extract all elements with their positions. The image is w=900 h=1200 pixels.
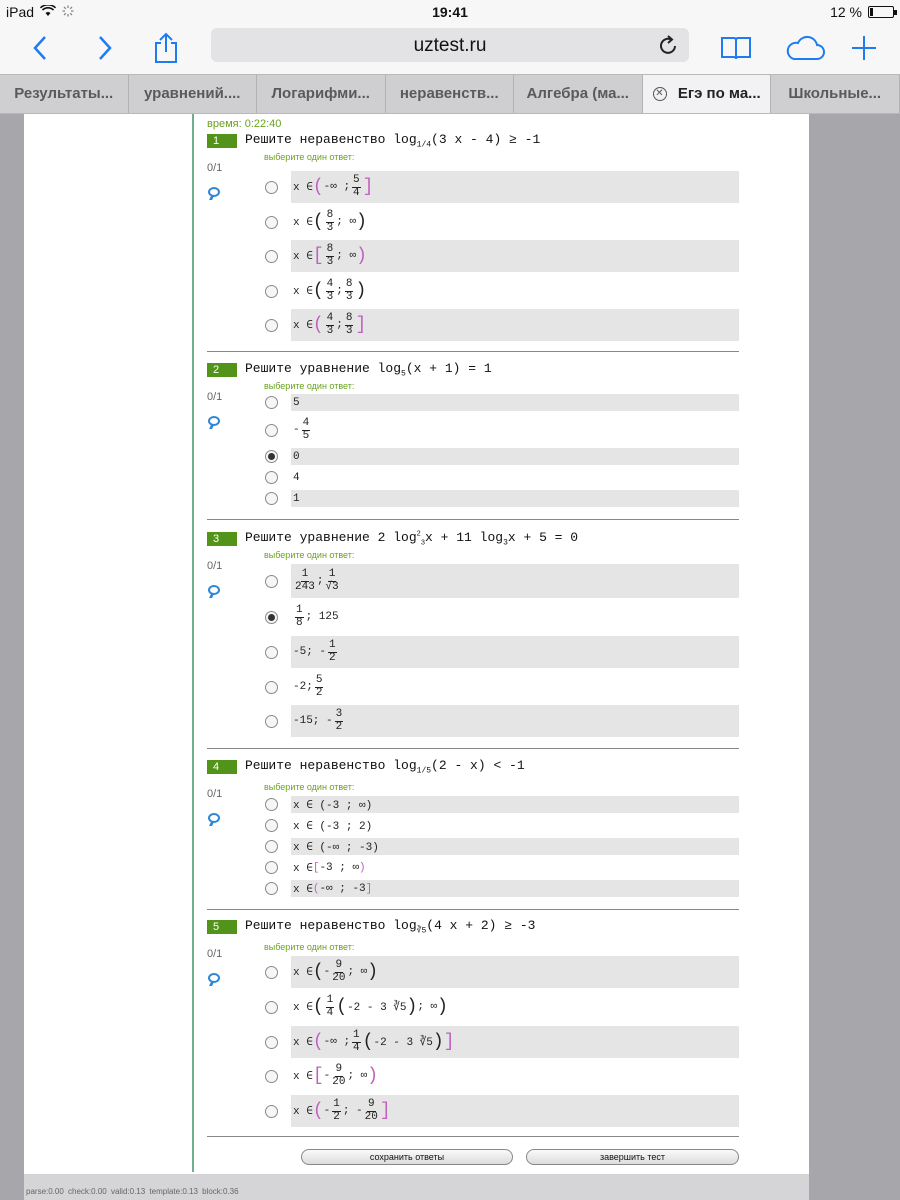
comment-icon[interactable]: [208, 973, 220, 983]
tab-label: Школьные...: [788, 85, 882, 102]
comment-icon[interactable]: [208, 187, 220, 197]
debug-footer: parse:0.00 check:0.00 valid:0.13 template:0.13 block:0.36: [24, 1174, 809, 1200]
icloud-tabs-button[interactable]: [782, 30, 828, 66]
answer-option[interactable]: [264, 394, 739, 411]
answer-text: x ∈ ( - $\frac{1}{2}$ ; - $\frac{9}{20}$ ]: [291, 1095, 739, 1127]
radio-button[interactable]: [265, 882, 278, 895]
forward-button[interactable]: [87, 30, 123, 66]
answer-option[interactable]: [264, 415, 739, 445]
radio-button[interactable]: [265, 575, 278, 588]
tab-label: уравнений....: [144, 85, 241, 102]
answer-text: x ∈ ( $\frac{8}{3}$ ; ∞ ): [293, 208, 367, 234]
answer-text: x ∈ ( -∞ ; $\frac{5}{4}$ ]: [291, 171, 739, 203]
tab-logarithms[interactable]: [257, 75, 386, 113]
finish-test-button[interactable]: завершить тест: [526, 1149, 739, 1165]
answer-option[interactable]: [264, 705, 739, 737]
radio-button[interactable]: [265, 216, 278, 229]
radio-button[interactable]: [265, 492, 278, 505]
timer: время: 0:22:40: [207, 118, 282, 130]
tab-label: Егэ по ма...: [677, 85, 761, 102]
radio-button[interactable]: [265, 819, 278, 832]
answer-text: - $\frac{4}{5}$: [293, 416, 310, 442]
vertical-divider: [192, 114, 194, 1172]
question-text-main: Решите уравнение log: [245, 361, 402, 376]
radio-button-selected[interactable]: [265, 450, 278, 463]
comment-icon[interactable]: [208, 813, 220, 823]
question-divider: [207, 519, 739, 520]
bookmarks-button[interactable]: [718, 30, 754, 66]
answer-text: -15; - $\frac{3}{2}$: [291, 705, 739, 737]
radio-button[interactable]: [265, 250, 278, 263]
close-tab-icon[interactable]: ✕: [653, 87, 667, 101]
address-bar[interactable]: [211, 28, 689, 62]
answer-text: 4: [293, 471, 300, 484]
question-text-main: Решите неравенство log: [245, 918, 417, 933]
answer-option[interactable]: [264, 240, 739, 272]
answer-option[interactable]: [264, 275, 739, 307]
url-text: uztest.ru: [413, 35, 487, 56]
question-number: 3: [207, 532, 237, 546]
answer-text: x ∈ [ -3 ; ∞ ): [293, 861, 366, 875]
answer-option[interactable]: [264, 448, 739, 465]
cloud-icon: [784, 35, 826, 61]
answer-option[interactable]: [264, 956, 739, 988]
radio-button[interactable]: [265, 861, 278, 874]
save-answers-button[interactable]: сохранить ответы: [301, 1149, 513, 1165]
radio-button[interactable]: [265, 1105, 278, 1118]
question-text: Решите уравнение $\log_5(x + 1) = 1$: [245, 361, 492, 379]
answer-text: 0: [291, 448, 739, 465]
answer-option[interactable]: [264, 838, 739, 855]
question-text: Решите неравенство $\log_{1/5}(2 - x) < -1$: [245, 758, 525, 776]
answer-text: x ∈ ( -∞ ; -3 ]: [291, 880, 739, 897]
tab-label: Алгебра (ма...: [526, 85, 629, 102]
test-page: [24, 114, 809, 1174]
question-text-tail: (x + 1) = 1: [405, 361, 492, 376]
radio-button[interactable]: [265, 471, 278, 484]
question-text-main: Решите уравнение 2 log: [245, 530, 417, 545]
comment-icon[interactable]: [208, 585, 220, 595]
answer-option[interactable]: [264, 206, 739, 238]
answer-text: x ∈ ( - $\frac{9}{20}$ ; ∞ ): [291, 956, 739, 988]
radio-button[interactable]: [265, 1001, 278, 1014]
tab-label: Результаты...: [14, 85, 114, 102]
answer-text: x ∈ [ - $\frac{9}{20}$ ; ∞ ): [293, 1062, 379, 1088]
question-number: 2: [207, 363, 237, 377]
question-divider: [207, 1136, 739, 1137]
back-button[interactable]: [22, 30, 58, 66]
answer-option[interactable]: [264, 171, 739, 203]
answer-option[interactable]: [264, 1026, 739, 1058]
question-text-main: Решите неравенство log: [245, 132, 417, 147]
status-bar: [0, 0, 900, 24]
answer-option[interactable]: [264, 1060, 739, 1092]
radio-button[interactable]: [265, 424, 278, 437]
question-number: 4: [207, 760, 237, 774]
answer-option[interactable]: [264, 309, 739, 341]
answer-option[interactable]: [264, 817, 739, 834]
answer-hint: выберите один ответ:: [264, 782, 355, 792]
answer-text: x ∈ (-3 ; ∞): [291, 796, 739, 813]
tab-ege-active[interactable]: [643, 75, 772, 113]
answer-text: 1: [291, 490, 739, 507]
answer-option[interactable]: [264, 859, 739, 876]
answer-text: x ∈ ( $\frac{4}{3}$ ; $\frac{8}{3}$ ): [293, 277, 367, 303]
answer-option[interactable]: [264, 991, 739, 1023]
chevron-right-icon: [97, 35, 113, 61]
browser-toolbar: [0, 24, 900, 74]
question-text: Решите уравнение 2 $\log^2_3x + 11$ $\log_3x + 5 = 0$: [245, 530, 579, 548]
question-text-tail: (2 - x) < -1: [431, 758, 525, 773]
question-score: 0/1: [207, 560, 223, 572]
tab-bar: [0, 74, 900, 114]
radio-button[interactable]: [265, 285, 278, 298]
share-button[interactable]: [148, 30, 184, 66]
answer-option[interactable]: [264, 490, 739, 507]
tab-results[interactable]: [0, 75, 129, 113]
answer-option[interactable]: [264, 880, 739, 897]
answer-text: x ∈ ( $\frac{4}{3}$ ; $\frac{8}{3}$ ]: [291, 309, 739, 341]
question-divider: [207, 909, 739, 910]
question-text-tail2: x + 5 = 0: [507, 530, 579, 545]
tab-algebra[interactable]: [514, 75, 643, 113]
question-number: 1: [207, 134, 237, 148]
answer-option[interactable]: [264, 601, 739, 633]
answer-text: x ∈ ( $\frac{1}{4}$ ( -2 - 3 ∛5 ) ; ∞ ): [293, 993, 448, 1019]
share-icon: [153, 32, 179, 64]
answer-option[interactable]: [264, 469, 739, 486]
answer-option[interactable]: [264, 1095, 739, 1127]
comment-icon[interactable]: [208, 416, 220, 426]
chevron-left-icon: [32, 35, 48, 61]
tab-label: Логарифми...: [271, 85, 370, 102]
tab-label: неравенств...: [399, 85, 499, 102]
question-number: 5: [207, 920, 237, 934]
radio-button[interactable]: [265, 646, 278, 659]
question-score: 0/1: [207, 788, 223, 800]
answer-text: x ∈ (-3 ; 2): [293, 820, 373, 833]
battery-percent: 12 %: [830, 4, 862, 20]
answer-hint: выберите один ответ:: [264, 550, 355, 560]
answer-text: x ∈ [ $\frac{8}{3}$ ; ∞ ): [291, 240, 739, 272]
answer-text: -5; - $\frac{1}{2}$: [291, 636, 739, 668]
question-score: 0/1: [207, 948, 223, 960]
answer-option[interactable]: [264, 636, 739, 668]
answer-hint: выберите один ответ:: [264, 152, 355, 162]
question-score: 0/1: [207, 391, 223, 403]
radio-button[interactable]: [265, 966, 278, 979]
radio-button[interactable]: [265, 396, 278, 409]
question-text-tail: x + 11 log: [425, 530, 504, 545]
answer-text: $\frac{1}{8}$ ; 125: [296, 603, 339, 629]
question-text-tail: (3 x - 4) ≥ -1: [431, 132, 541, 147]
radio-button[interactable]: [265, 181, 278, 194]
answer-option[interactable]: [264, 796, 739, 813]
battery-fill: [870, 8, 873, 16]
answer-text: 5: [291, 394, 739, 411]
answer-text: -2; $\frac{5}{2}$: [293, 673, 323, 699]
tab-inequalities[interactable]: [386, 75, 515, 113]
answer-text: x ∈ (-∞ ; -3): [291, 838, 739, 855]
tab-school[interactable]: [771, 75, 900, 113]
answer-text: $\frac{1}{243}$ ; $\frac{1}{√3}$: [291, 564, 739, 598]
answer-hint: выберите один ответ:: [264, 942, 355, 952]
radio-button[interactable]: [265, 681, 278, 694]
radio-button[interactable]: [265, 715, 278, 728]
answer-option[interactable]: [264, 671, 739, 703]
question-divider: [207, 351, 739, 352]
radio-button[interactable]: [265, 798, 278, 811]
reload-icon[interactable]: [659, 34, 679, 61]
question-text: Решите неравенство $\log_{1/4}(3$ x - 4) ≥ -1: [245, 132, 541, 150]
question-text-main: Решите неравенство log: [245, 758, 417, 773]
radio-button[interactable]: [265, 1036, 278, 1049]
answer-option[interactable]: [264, 564, 739, 598]
answer-hint: выберите один ответ:: [264, 381, 355, 391]
radio-button[interactable]: [265, 840, 278, 853]
battery-icon: [868, 6, 894, 18]
radio-button-selected[interactable]: [265, 611, 278, 624]
book-icon: [720, 35, 752, 61]
radio-button[interactable]: [265, 1070, 278, 1083]
question-text: Решите неравенство $\log_{∛5}(4$ x + 2) ≥ -3: [245, 918, 536, 936]
question-divider: [207, 748, 739, 749]
clock: 19:41: [432, 4, 468, 20]
tab-equations[interactable]: [129, 75, 258, 113]
question-score: 0/1: [207, 162, 223, 174]
plus-icon: [851, 35, 877, 61]
radio-button[interactable]: [265, 319, 278, 332]
answer-text: x ∈ ( -∞ ; $\frac{1}{4}$ ( -2 - 3 ∛5 ) ]: [291, 1026, 739, 1058]
question-text-tail: (4 x + 2) ≥ -3: [426, 918, 536, 933]
device-name: iPad: [6, 4, 35, 20]
new-tab-button[interactable]: [846, 30, 882, 66]
